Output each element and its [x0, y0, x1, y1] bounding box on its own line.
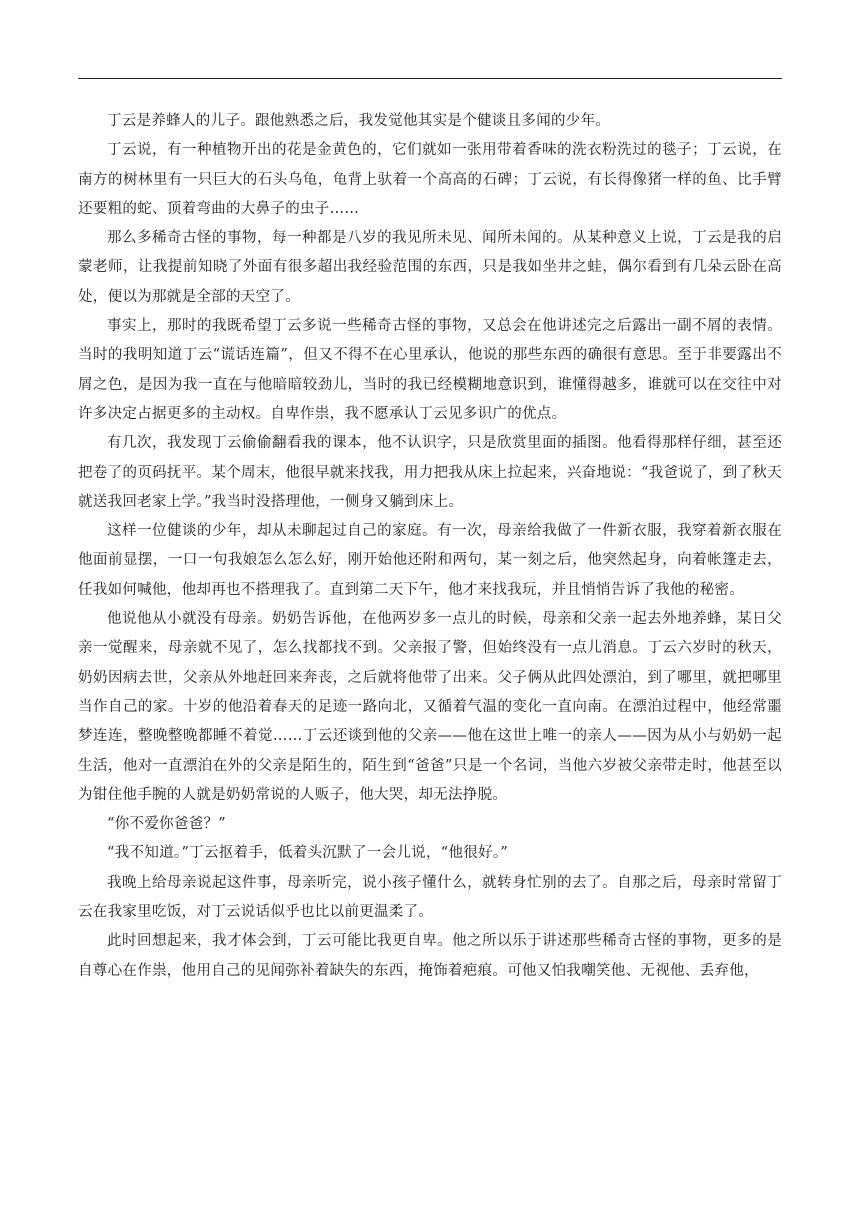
header-rule — [78, 78, 782, 79]
paragraph-1: 丁云是养蜂人的儿子。跟他熟悉之后，我发觉他其实是个健谈且多闻的少年。 — [107, 113, 611, 129]
paragraph-2: 丁云说，有一种植物开出的花是金黄色的，它们就如一张用带着香味的洗衣粉洗过的毯子；丁云说，在南方的树林里有一只巨大的石头乌龟，龟背上驮着一个高高的石碑；丁云说，有长得像猪一样的鱼、比手臂还要粗的蛇、顶着弯曲的大鼻子的虫子…… — [78, 142, 782, 217]
paragraph-4: 事实上，那时的我既希望丁云多说一些稀奇古怪的事物，又总会在他讲述完之后露出一副不屑的表情。当时的我明知道丁云“谎话连篇”，但又不得不在心里承认，他说的那些东西的确很有意思。至于非要露出不屑之色，是因为我一直在与他暗暗较劲儿，当时的我已经模糊地意识到，谁懂得越多，谁就可以在交往中对许多决定占据更多的主动权。自卑作祟，我不愿承认丁云见多识广的优点。 — [78, 318, 782, 422]
paragraph-9: “我不知道。”丁云抠着手，低着头沉默了一会儿说，“他很好。” — [107, 845, 509, 862]
paragraph-5: 有几次，我发现丁云偷偷翻看我的课本，他不认识字，只是欣赏里面的插图。他看得那样仔细，甚至还把卷了的页码抚平。某个周末，他很早就来找我，用力把我从床上拉起来，兴奋地说：“我爸说了，到了秋天就送我回老家上学。”我当时没搭理他，一侧身又躺到床上。 — [78, 435, 782, 510]
paragraph-3: 那么多稀奇古怪的事物，每一种都是八岁的我见所未见、闻所未闻的。从某种意义上说，丁云是我的启蒙老师，让我提前知晓了外面有很多超出我经验范围的东西，只是我如坐井之蛙，偶尔看到有几朵云卧在高处，便以为那就是全部的天空了。 — [78, 230, 782, 305]
paragraph-11: 此时回想起来，我才体会到，丁云可能比我更自卑。他之所以乐于讲述那些稀奇古怪的事物，更多的是自尊心在作祟，他用自己的见闻弥补着缺失的东西，掩饰着疤痕。可他又怕我嘲笑他、无视他、丢弃他， — [78, 933, 782, 979]
paragraph-7: 他说他从小就没有母亲。奶奶告诉他，在他两岁多一点儿的时候，母亲和父亲一起去外地养蜂，某日父亲一觉醒来，母亲就不见了，怎么找都找不到。父亲报了警，但始终没有一点儿消息。丁云六岁时的秋天，奶奶因病去世，父亲从外地赶回来奔丧，之后就将他带了出来。父子俩从此四处漂泊，到了哪里，就把哪里当作自己的家。十岁的他沿着春天的足迹一路向北，又循着气温的变化一直向南。在漂泊过程中，他经常噩梦连连，整晚整晚都睡不着觉……丁云还谈到他的父亲——他在这世上唯一的亲人——因为从小与奶奶一起生活，他对一直漂泊在外的父亲是陌生的，陌生到“爸爸”只是一个名词，当他六岁被父亲带走时，他甚至以为钳住他手腕的人就是奶奶常说的人贩子，他大哭，却无法挣脱。 — [78, 611, 782, 803]
paragraph-6: 这样一位健谈的少年，却从未聊起过自己的家庭。有一次，母亲给我做了一件新衣服，我穿着新衣服在他面前显摆，一口一句我娘怎么怎么好，刚开始他还附和两句，某一刻之后，他突然起身，向着帐篷走去，任我如何喊他，他却再也不搭理我了。直到第二天下午，他才来找我玩，并且悄悄告诉了我他的秘密。 — [78, 523, 782, 598]
paragraph-10: 我晚上给母亲说起这件事，母亲听完，说小孩子懂什么，就转身忙别的去了。自那之后，母亲时常留丁云在我家里吃饭，对丁云说话似乎也比以前更温柔了。 — [78, 874, 782, 921]
paragraph-8: “你不爱你爸爸？” — [107, 816, 227, 833]
article-body — [78, 107, 782, 986]
